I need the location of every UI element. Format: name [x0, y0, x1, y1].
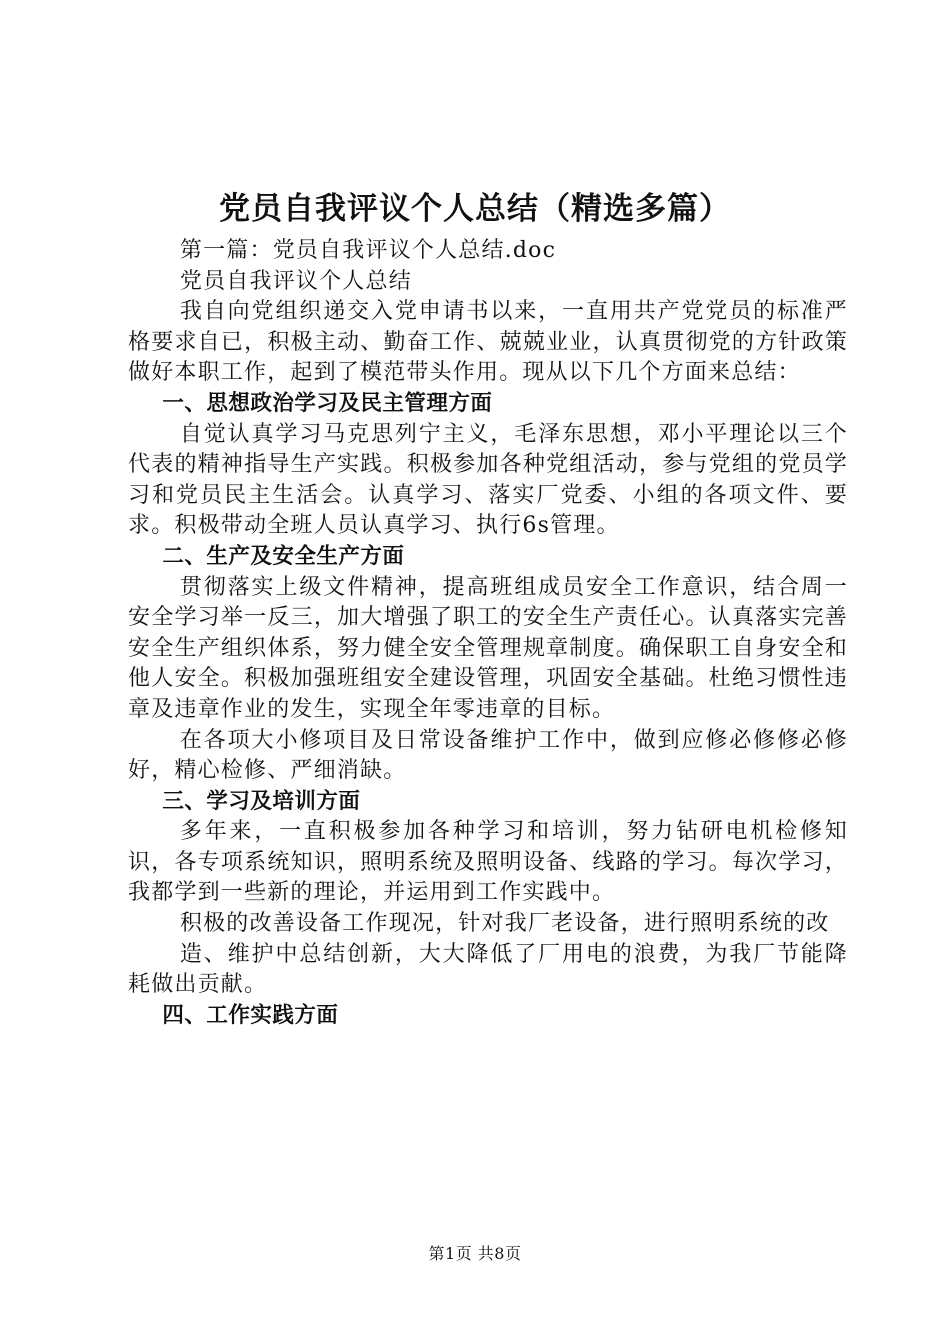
paragraph: 党员自我评议个人总结	[179, 268, 412, 294]
paragraph: 自觉认真学习马克思列宁主义，毛泽东思想，邓小平理论以三个代表的精神指导生产实践。积极参加各种党组活动，参与党组的党员学习和党员民主生活会。认真学习、落实厂党委、小组的各项文件、要求。积极带动全班人员认真学习、执行6s管理。	[128, 421, 848, 539]
section-heading: 四、工作实践方面	[162, 1002, 339, 1028]
section-heading: 三、学习及培训方面	[162, 788, 361, 814]
document-body	[128, 236, 848, 1031]
paragraph: 第一篇：党员自我评议个人总结.doc	[179, 238, 557, 263]
paragraph: 多年来，一直积极参加各种学习和培训，努力钻研电机检修知识，各专项系统知识，照明系统及照明设备、线路的学习。每次学习，我都学到一些新的理论，并运用到工作实践中。	[128, 819, 848, 906]
paragraph: 在各项大小修项目及日常设备维护工作中，做到应修必修修必修好，精心检修、严细消缺。	[128, 727, 848, 784]
section-heading: 二、生产及安全生产方面	[162, 543, 405, 569]
paragraph: 造、维护中总结创新，大大降低了厂用电的浪费，为我厂节能降耗做出贡献。	[128, 941, 848, 998]
document-title: 党员自我评议个人总结（精选多篇）	[219, 191, 731, 227]
page-footer: 第1页 共8页	[428, 1244, 522, 1263]
paragraph: 贯彻落实上级文件精神，提高班组成员安全工作意识，结合周一安全学习举一反三，加大增强了职工的安全生产责任心。认真落实完善安全生产组织体系，努力健全安全管理规章制度。确保职工自身安全和他人安全。积极加强班组安全建设管理，巩固安全基础。杜绝习惯性违章及违章作业的发生，实现全年零违章的目标。	[128, 574, 848, 722]
section-heading: 一、思想政治学习及民主管理方面	[162, 390, 493, 416]
paragraph: 积极的改善设备工作现况，针对我厂老设备，进行照明系统的改	[179, 911, 830, 937]
paragraph: 我自向党组织递交入党申请书以来，一直用共产党党员的标准严格要求自已，积极主动、勤奋工作、兢兢业业，认真贯彻党的方针政策做好本职工作，起到了模范带头作用。现从以下几个方面来总结：	[128, 299, 848, 386]
